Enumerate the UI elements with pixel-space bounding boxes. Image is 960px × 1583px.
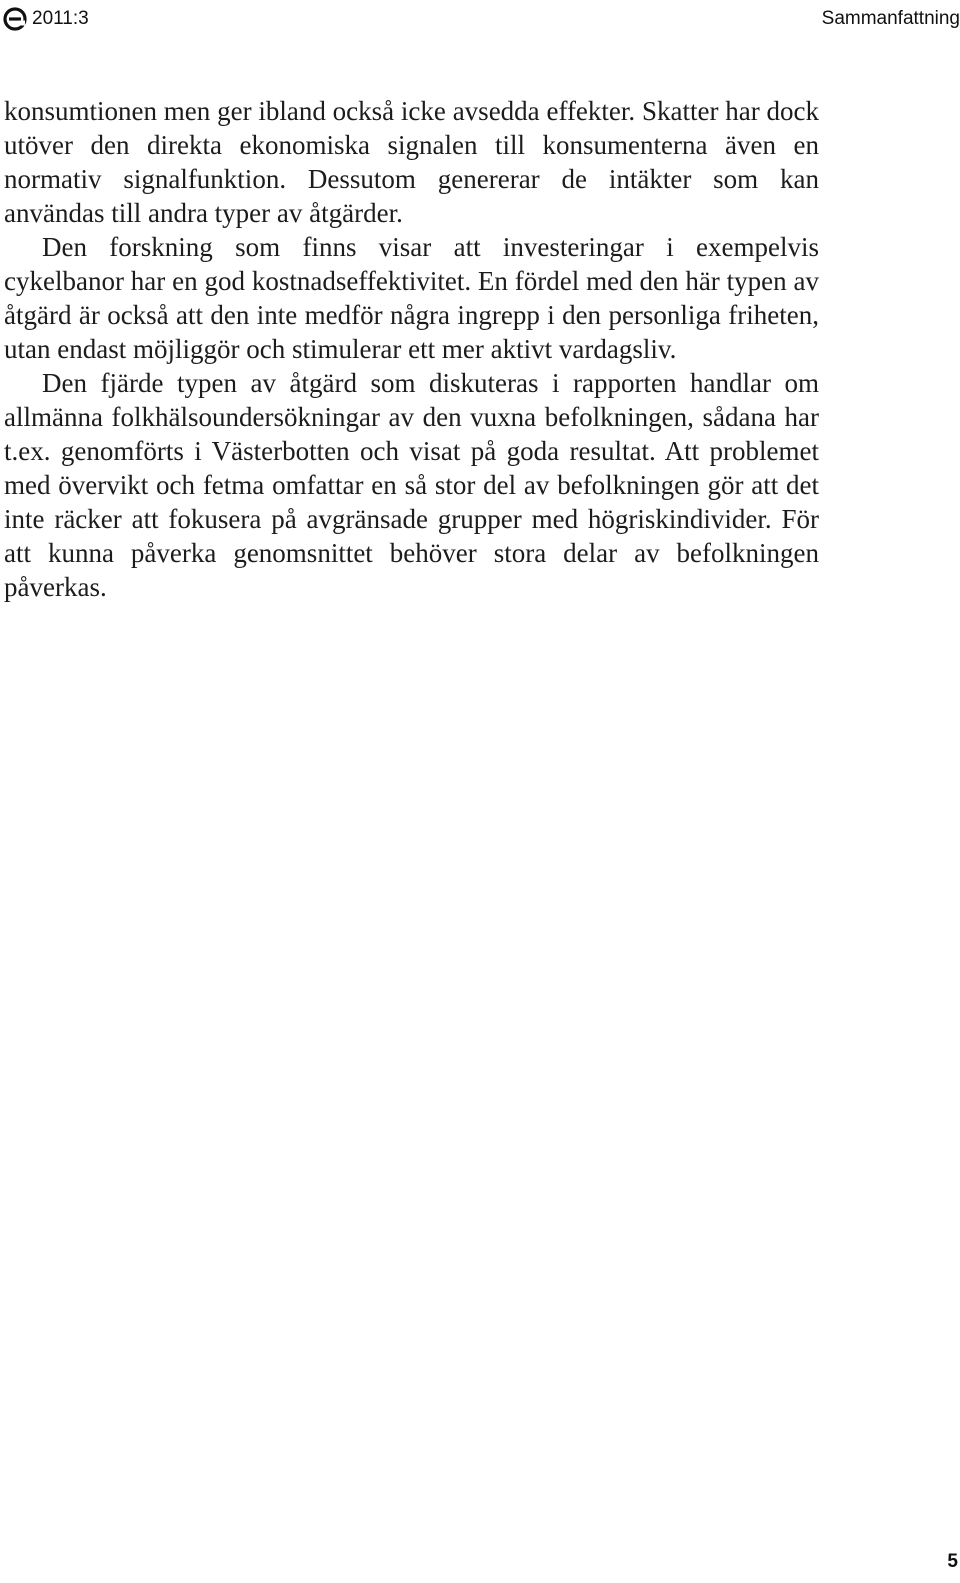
page-number: 5 xyxy=(947,1551,958,1572)
e-logo-icon xyxy=(3,7,27,31)
paragraph-cycling-infrastructure: Den forskning som finns visar att investeringar i exempelvis cykelbanor har en god kostnadseffektivitet. En fördel med den här typen av åtgärd är också att den inte medför några ingrepp i den personliga friheten, utan endast möjliggör och stimulerar ett mer aktivt vardagsliv. xyxy=(4,232,819,364)
page-header xyxy=(0,0,960,40)
paragraph-health-surveys: Den fjärde typen av åtgärd som diskuteras i rapporten handlar om allmänna folkhälsoundersökningar av den vuxna befolkningen, sådana har t.ex. genomförts i Västerbotten och visat på goda resultat. Att problemet med övervikt och fetma omfattar en så stor del av befolkningen gör att det inte räcker att fokusera på avgränsade grupper med högriskindivider. För att kunna påverka genomsnittet behöver stora delar av befolkningen påverkas. xyxy=(4,368,819,602)
body-text xyxy=(4,94,819,604)
issue-number: 2011:3 xyxy=(32,8,89,29)
section-title: Sammanfattning xyxy=(821,8,960,29)
paragraph-continuation: konsumtionen men ger ibland också icke avsedda effekter. Skatter har dock utöver den direkta ekonomiska signalen till konsumenterna även en normativ signalfunktion. Dessutom genererar de intäkter som kan användas till andra typer av åtgärder. xyxy=(4,96,819,228)
